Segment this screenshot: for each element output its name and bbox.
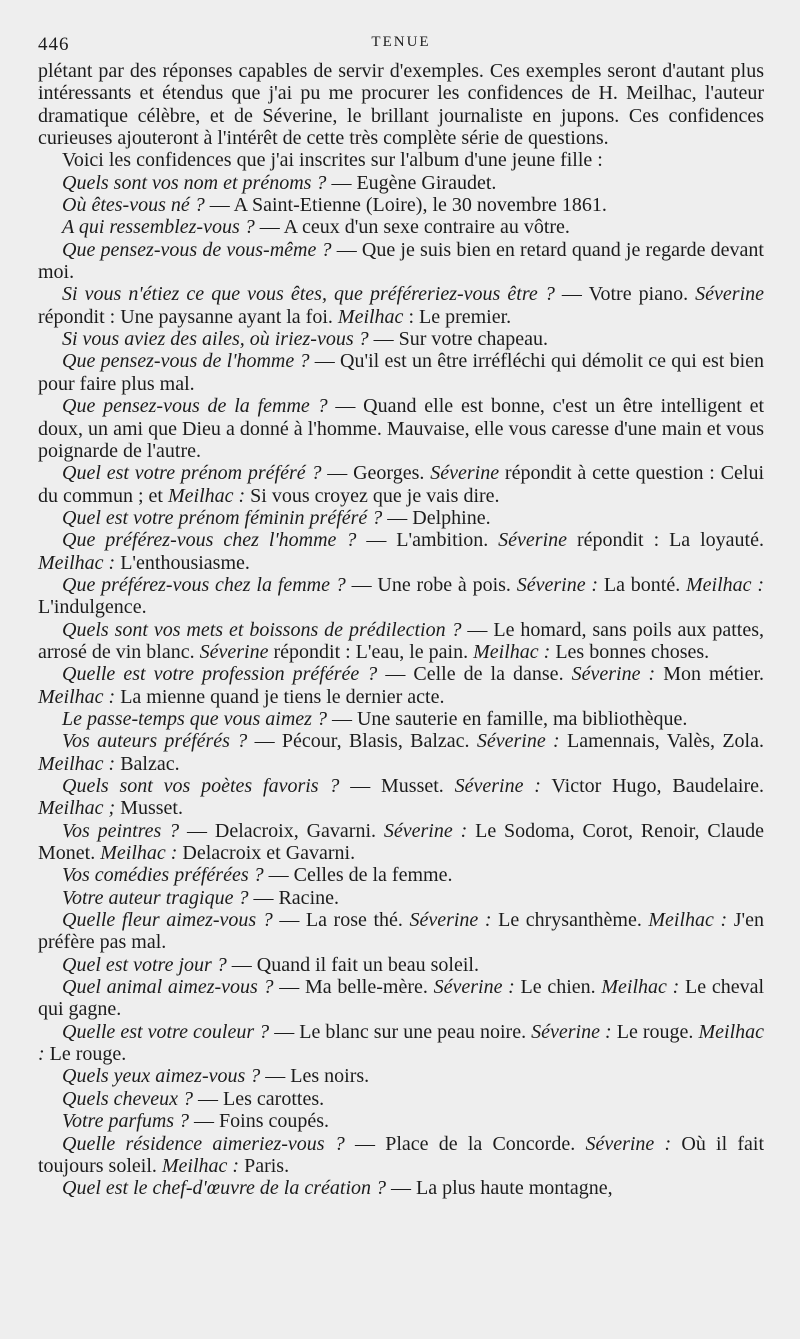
answer-text: — L'ambition. bbox=[356, 529, 499, 552]
respondent-name: Séverine : bbox=[476, 730, 560, 753]
question-paragraph bbox=[38, 1177, 764, 1199]
respondent-name: Meilhac : bbox=[161, 1154, 240, 1177]
answer-text: — Foins coupés. bbox=[189, 1110, 330, 1133]
page-header bbox=[38, 30, 764, 60]
answer-text: — Une sauterie en famille, ma bibliothèque. bbox=[326, 707, 688, 730]
question-text: Le passe-temps que vous aimez ? bbox=[62, 707, 327, 730]
question-text: Quels sont vos poètes favoris ? bbox=[62, 775, 340, 797]
respondent-name: Séverine bbox=[695, 283, 765, 306]
question-text: Quels yeux aimez-vous ? bbox=[62, 1065, 261, 1088]
respondent-name: Séverine bbox=[430, 462, 500, 485]
respondent-name: Séverine : bbox=[516, 573, 599, 596]
answer-text: Où il fait toujours soleil. bbox=[38, 1132, 765, 1177]
respondent-name: Meilhac : bbox=[601, 976, 680, 999]
answer-text: — Votre piano. bbox=[554, 283, 696, 306]
respondent-name: Meilhac : bbox=[648, 909, 728, 932]
respondent-name: Meilhac ; bbox=[38, 797, 116, 820]
question-text: Votre auteur tragique ? bbox=[62, 886, 249, 909]
answer-text: Le Sodoma, Corot, Renoir, Claude Monet. bbox=[38, 819, 765, 865]
answer-text: Le cheval qui gagne. bbox=[38, 976, 765, 1021]
answer-text: — Le homard, sans poils aux pattes, arrosé de vin blanc. bbox=[38, 618, 764, 663]
question-paragraph bbox=[38, 328, 764, 350]
question-text: Quelle fleur aimez-vous ? bbox=[62, 909, 273, 932]
respondent-name: Meilhac : bbox=[686, 573, 765, 596]
question-text: Que préférez-vous chez la femme ? bbox=[62, 573, 346, 596]
question-paragraph bbox=[38, 574, 764, 619]
question-paragraph bbox=[38, 194, 764, 216]
respondent-name: Meilhac : bbox=[473, 640, 551, 663]
respondent-name: Meilhac : bbox=[100, 842, 178, 865]
answer-text: Victor Hugo, Baudelaire. bbox=[540, 775, 764, 797]
question-paragraph bbox=[38, 864, 764, 886]
question-paragraph bbox=[38, 730, 764, 775]
question-paragraph bbox=[38, 1065, 764, 1087]
answer-text: Le rouge. bbox=[611, 1020, 699, 1043]
answer-text: — Musset. bbox=[339, 775, 455, 797]
answer-text: répondit : L'eau, le pain. bbox=[268, 640, 474, 663]
question-paragraph bbox=[38, 239, 764, 284]
respondent-name: Séverine : bbox=[433, 976, 515, 999]
answer-text: — Les carottes. bbox=[193, 1087, 325, 1110]
answer-text: Musset. bbox=[115, 797, 183, 820]
question-text: Quel est votre prénom féminin préféré ? bbox=[62, 506, 383, 529]
answer-text: — Celles de la femme. bbox=[263, 864, 453, 887]
answer-text: Delacroix et Gavarni. bbox=[177, 842, 356, 865]
respondent-name: Séverine : bbox=[454, 775, 541, 797]
answer-text: — Sur votre chapeau. bbox=[368, 328, 549, 351]
respondent-name: Séverine : bbox=[531, 1020, 612, 1043]
question-paragraph bbox=[38, 954, 764, 976]
question-text: Vos comédies préférées ? bbox=[62, 864, 264, 887]
answer-text: Mon métier. bbox=[655, 663, 764, 686]
answer-text: Lamennais, Valès, Zola. bbox=[559, 730, 764, 753]
answer-text: — Quand il fait un beau soleil. bbox=[226, 953, 479, 976]
question-text: Quel est le chef-d'œuvre de la création ? bbox=[62, 1177, 386, 1200]
paragraph bbox=[38, 60, 764, 149]
paragraph bbox=[38, 149, 764, 171]
question-text: Quelle est votre profession préférée ? bbox=[62, 663, 378, 686]
question-text: Quelle est votre couleur ? bbox=[62, 1020, 270, 1043]
question-paragraph bbox=[38, 887, 764, 909]
question-paragraph bbox=[38, 708, 764, 730]
answer-text: Paris. bbox=[239, 1154, 290, 1177]
question-text: Si vous aviez des ailes, où iriez-vous ? bbox=[62, 328, 369, 351]
question-paragraph bbox=[38, 1088, 764, 1110]
answer-text: — Pécour, Blasis, Balzac. bbox=[247, 730, 477, 753]
respondent-name: Meilhac : bbox=[38, 551, 116, 574]
respondent-name: Séverine : bbox=[571, 663, 656, 686]
respondent-name: Séverine : bbox=[585, 1132, 672, 1155]
answer-text: — Une robe à pois. bbox=[345, 573, 517, 596]
answer-text: — La plus haute montagne, bbox=[386, 1177, 613, 1200]
answer-text: répondit : La loyauté. bbox=[567, 529, 764, 552]
question-text: Que pensez-vous de la femme ? bbox=[62, 395, 328, 418]
respondent-name: Meilhac : bbox=[38, 1020, 764, 1066]
answer-text: — La rose thé. bbox=[272, 909, 410, 932]
question-text: Quels sont vos nom et prénoms ? bbox=[62, 171, 327, 194]
question-text: Quel est votre prénom préféré ? bbox=[62, 462, 322, 485]
answer-text: Voici les confidences que j'ai inscrites sur l'album d'une jeune fille : bbox=[62, 149, 603, 172]
answer-text: — A Saint-Etienne (Loire), le 30 novembre 1861. bbox=[204, 194, 607, 217]
answer-text: La mienne quand je tiens le dernier acte. bbox=[115, 685, 445, 708]
question-paragraph bbox=[38, 462, 764, 507]
respondent-name: Meilhac : bbox=[167, 484, 246, 507]
respondent-name: Séverine : bbox=[383, 819, 468, 842]
question-text: A qui ressemblez-vous ? bbox=[62, 216, 255, 239]
answer-text: répondit à cette question : Celui du commun ; et bbox=[38, 462, 765, 507]
respondent-name: Meilhac : bbox=[38, 752, 116, 775]
question-paragraph bbox=[38, 1021, 764, 1066]
answer-text: — Place de la Concorde. bbox=[344, 1132, 586, 1155]
question-paragraph bbox=[38, 663, 764, 708]
answer-text: — Racine. bbox=[248, 886, 339, 909]
answer-text: — A ceux d'un sexe contraire au vôtre. bbox=[254, 216, 570, 239]
answer-text: Le chien. bbox=[514, 976, 602, 999]
answer-text: L'indulgence. bbox=[38, 596, 147, 619]
question-text: Où êtes-vous né ? bbox=[62, 194, 205, 217]
running-title: TENUE bbox=[371, 34, 431, 50]
question-paragraph bbox=[38, 507, 764, 529]
question-text: Vos auteurs préférés ? bbox=[62, 730, 248, 753]
answer-text: — Ma belle-mère. bbox=[273, 976, 434, 999]
answer-text: Le chrysanthème. bbox=[491, 909, 649, 932]
question-paragraph bbox=[38, 976, 764, 1021]
respondent-name: Meilhac : bbox=[38, 685, 116, 708]
answer-text: — Delphine. bbox=[382, 506, 491, 529]
page-number: 446 bbox=[38, 34, 70, 55]
answer-text: — Celle de la danse. bbox=[377, 663, 572, 686]
question-text: Quelle résidence aimeriez-vous ? bbox=[62, 1132, 345, 1155]
answer-text: — Georges. bbox=[321, 462, 431, 485]
answer-text: Le rouge. bbox=[44, 1043, 127, 1066]
question-paragraph bbox=[38, 775, 764, 820]
answer-text: plétant par des réponses capables de servir d'exemples. Ces exemples seront d'autant plus intéressants et étendus que j'ai pu me procurer les confidences de H. Meilhac, l'auteur dramatique célèbre, et de Séverine, le brillant journaliste en jupons. Ces confidences curieuses ajouteront à l'intérêt de cette très complète série de questions. bbox=[38, 60, 764, 150]
question-text: Quel animal aimez-vous ? bbox=[62, 976, 274, 999]
question-paragraph bbox=[38, 619, 764, 664]
answer-text: — Delacroix, Gavarni. bbox=[179, 819, 384, 842]
question-text: Quels cheveux ? bbox=[62, 1087, 194, 1110]
answer-text: — Quand elle est bonne, c'est un être intelligent et doux, un ami que Dieu a donné à l'homme. Mauvaise, elle vous caresse d'une main et vous poignarde de l'autre. bbox=[38, 395, 765, 462]
answer-text: — Le blanc sur une peau noire. bbox=[269, 1020, 532, 1043]
question-paragraph bbox=[38, 909, 764, 954]
question-paragraph bbox=[38, 1110, 764, 1132]
question-paragraph bbox=[38, 1133, 764, 1178]
question-text: Quels sont vos mets et boissons de prédilection ? bbox=[62, 618, 462, 641]
answer-text: L'enthousiasme. bbox=[115, 551, 250, 574]
question-paragraph bbox=[38, 529, 764, 574]
answer-text: — Que je suis bien en retard quand je regarde devant moi. bbox=[38, 238, 764, 284]
answer-text: Balzac. bbox=[115, 752, 180, 775]
answer-text: La bonté. bbox=[598, 573, 687, 596]
question-text: Si vous n'étiez ce que vous êtes, que préféreriez-vous être ? bbox=[62, 283, 555, 306]
respondent-name: Séverine bbox=[498, 529, 568, 552]
question-paragraph bbox=[38, 283, 764, 328]
answer-text: — Les noirs. bbox=[260, 1065, 370, 1088]
respondent-name: Séverine bbox=[199, 640, 269, 663]
answer-text: Si vous croyez que je vais dire. bbox=[245, 484, 500, 507]
question-paragraph bbox=[38, 820, 764, 865]
answer-text: : Le premier. bbox=[403, 305, 512, 328]
question-text: Que pensez-vous de vous-même ? bbox=[62, 238, 332, 261]
question-text: Votre parfums ? bbox=[62, 1110, 190, 1133]
answer-text: répondit : Une paysanne ayant la foi. bbox=[38, 305, 338, 328]
question-paragraph bbox=[38, 350, 764, 395]
question-paragraph bbox=[38, 216, 764, 238]
answer-text: J'en préfère pas mal. bbox=[38, 909, 764, 954]
question-paragraph bbox=[38, 172, 764, 194]
question-text: Vos peintres ? bbox=[62, 819, 180, 842]
answer-text: Les bonnes choses. bbox=[550, 640, 710, 663]
question-text: Que pensez-vous de l'homme ? bbox=[62, 350, 310, 373]
respondent-name: Meilhac bbox=[337, 305, 404, 328]
answer-text: — Qu'il est un être irréfléchi qui démolit ce qui est bien pour faire plus mal. bbox=[38, 350, 764, 395]
respondent-name: Séverine : bbox=[409, 909, 492, 932]
question-text: Quel est votre jour ? bbox=[62, 953, 227, 976]
answer-text: — Eugène Giraudet. bbox=[326, 171, 497, 194]
page-body bbox=[38, 60, 764, 1200]
question-paragraph bbox=[38, 395, 764, 462]
question-text: Que préférez-vous chez l'homme ? bbox=[62, 529, 357, 552]
